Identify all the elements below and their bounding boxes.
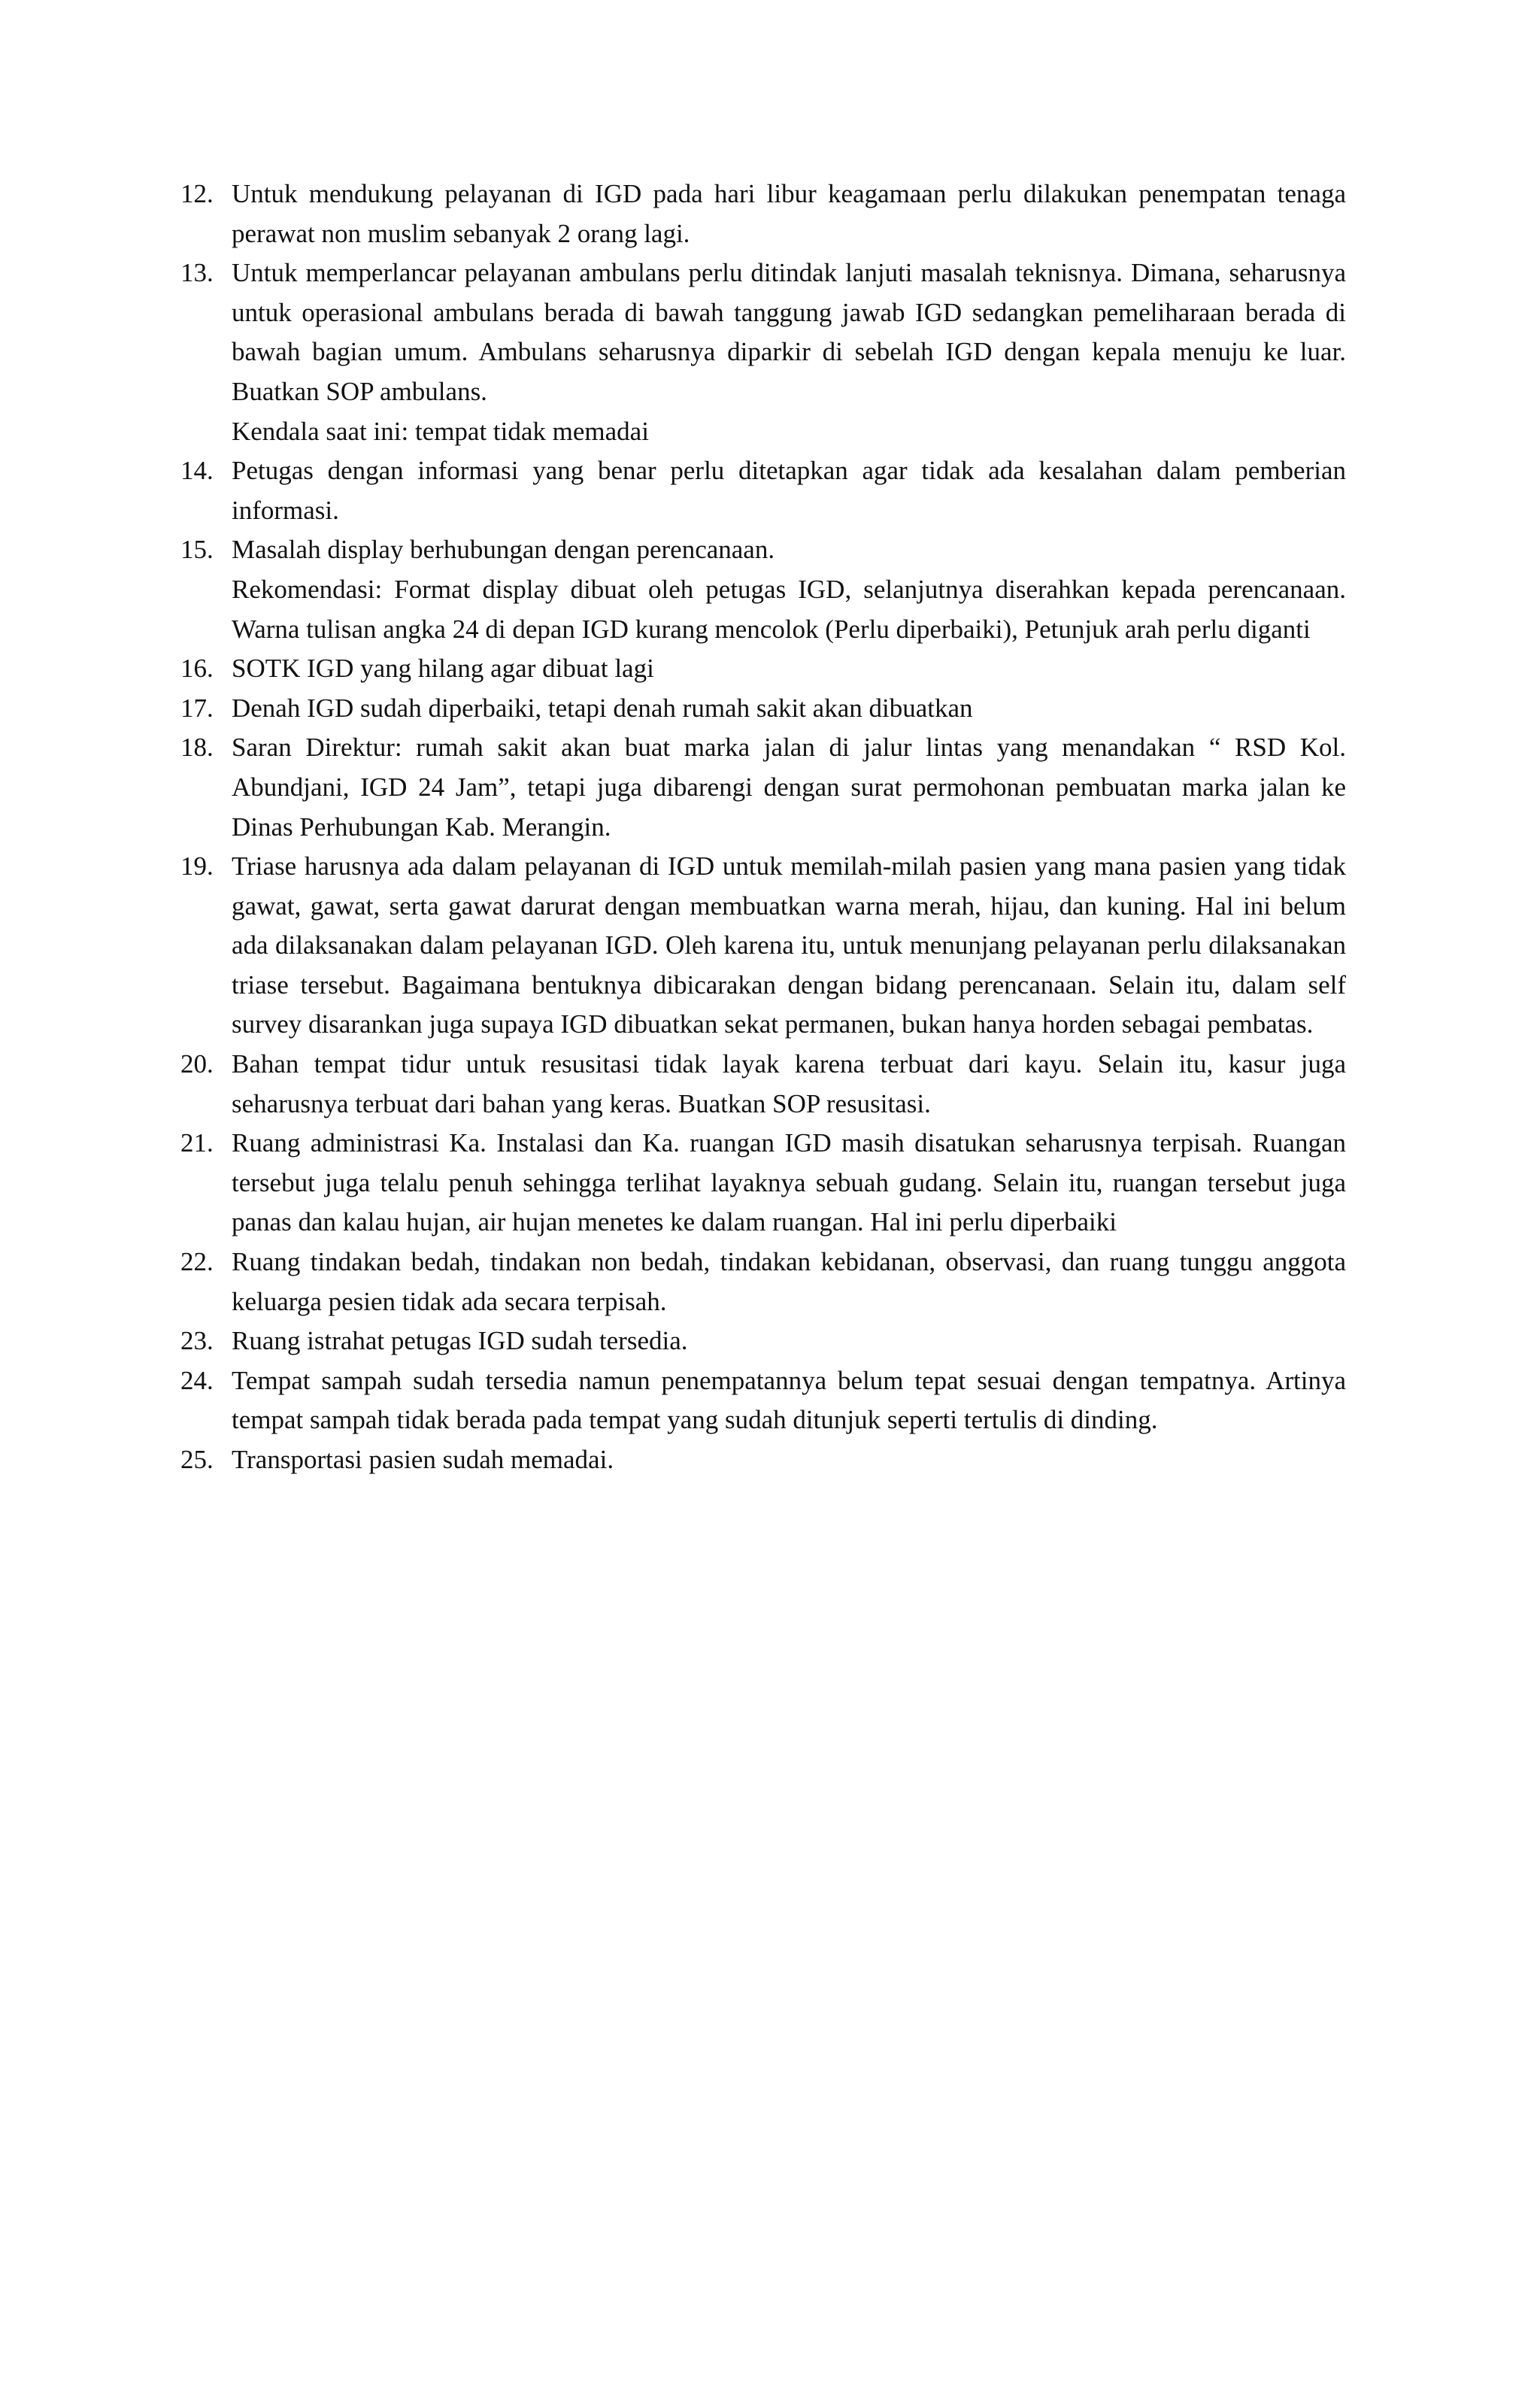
list-item (180, 1440, 1346, 1480)
list-item-text: Denah IGD sudah diperbaiki, tetapi denah rumah sakit akan dibuatkan (232, 693, 973, 723)
list-item-text: Untuk memperlancar pelayanan ambulans perlu ditindak lanjuti masalah teknisnya. Dimana, seharusnya untuk operasional ambulans berada di bawah tanggung jawab IGD sedangkan pemeliharaan berada di bawah bagian umum. Ambulans seharusnya diparkir di sebelah IGD dengan kepala menuju ke luar. Buatkan SOP ambulans. (232, 258, 1346, 406)
list-item-number: 19. (180, 851, 214, 881)
list-item-text: Triase harusnya ada dalam pelayanan di IGD untuk memilah-milah pasien yang mana pasien yang tidak gawat, gawat, serta gawat darurat dengan membuatkan warna merah, hijau, dan kuning. Hal ini belum ada dilaksanakan dalam pelayanan IGD. Oleh karena itu, untuk menunjang pelayanan perlu dilaksanakan triase tersebut. Bagaimana bentuknya dibicarakan dengan bidang perencanaan. Selain itu, dalam self survey disarankan juga supaya IGD dibuatkan sekat permanen, bukan hanya horden sebagai pembatas. (232, 851, 1346, 1039)
list-item (180, 847, 1346, 1045)
list-item (180, 1361, 1346, 1440)
list-item-number: 21. (180, 1128, 214, 1158)
list-item-number: 13. (180, 258, 214, 288)
list-item-text: Saran Direktur: rumah sakit akan buat marka jalan di jalur lintas yang menandakan “ RSD Kol. Abundjani, IGD 24 Jam”, tetapi juga dibarengi dengan surat permohonan pembuatan marka jalan ke Dinas Perhubungan Kab. Merangin. (232, 733, 1346, 842)
list-item (180, 1124, 1346, 1243)
list-item-number: 25. (180, 1445, 214, 1474)
list-item-text: Tempat sampah sudah tersedia namun penempatannya belum tepat sesuai dengan tempatnya. Artinya tempat sampah tidak berada pada tempat yang sudah ditunjuk seperti tertulis di dinding. (232, 1365, 1346, 1435)
list-item-text: Petugas dengan informasi yang benar perlu ditetapkan agar tidak ada kesalahan dalam pemberian informasi. (232, 456, 1346, 525)
list-item-number: 23. (180, 1326, 214, 1356)
list-item (180, 1321, 1346, 1361)
list-item (180, 174, 1346, 253)
list-item-number: 18. (180, 733, 214, 763)
list-item-number: 22. (180, 1247, 214, 1277)
list-item (180, 728, 1346, 847)
list-item-number: 12. (180, 179, 214, 208)
list-item-number: 20. (180, 1049, 214, 1079)
list-item-text: Rekomendasi: Format display dibuat oleh petugas IGD, selanjutnya diserahkan kepada perencanaan. Warna tulisan angka 24 di depan IGD kurang mencolok (Perlu diperbaiki), Petunjuk arah perlu diganti (232, 574, 1346, 644)
list-item-text: Ruang tindakan bedah, tindakan non bedah, tindakan kebidanan, observasi, dan ruang tunggu anggota keluarga pesien tidak ada secara terpisah. (232, 1247, 1346, 1316)
list-item-text: Bahan tempat tidur untuk resusitasi tidak layak karena terbuat dari kayu. Selain itu, kasur juga seharusnya terbuat dari bahan yang keras. Buatkan SOP resusitasi. (232, 1049, 1346, 1118)
list-item (180, 649, 1346, 689)
list-item (180, 1243, 1346, 1321)
list-item-number: 14. (180, 456, 214, 486)
list-item (180, 253, 1346, 451)
list-item (180, 1045, 1346, 1124)
list-item-text: Kendala saat ini: tempat tidak memadai (232, 416, 649, 446)
list-item-number: 16. (180, 654, 214, 684)
list-item-number: 24. (180, 1365, 214, 1395)
list-item-text: Ruang istrahat petugas IGD sudah tersedia. (232, 1326, 688, 1356)
list-item-text: Ruang administrasi Ka. Instalasi dan Ka. ruangan IGD masih disatukan seharusnya terpisah. Ruangan tersebut juga telalu penuh sehingga terlihat layaknya sebuah gudang. Selain itu, ruangan tersebut juga panas dan kalau hujan, air hujan menetes ke dalam ruangan. Hal ini perlu diperbaiki (232, 1128, 1346, 1237)
list-item-number: 17. (180, 693, 214, 723)
numbered-list (180, 174, 1346, 1480)
list-item-text: Transportasi pasien sudah memadai. (232, 1445, 614, 1474)
list-item (180, 530, 1346, 649)
list-item-text: Masalah display berhubungan dengan perencanaan. (232, 535, 775, 565)
list-item-number: 15. (180, 535, 214, 565)
list-item (180, 689, 1346, 729)
list-item-text: SOTK IGD yang hilang agar dibuat lagi (232, 654, 654, 684)
list-item (180, 451, 1346, 530)
list-item-text: Untuk mendukung pelayanan di IGD pada hari libur keagamaan perlu dilakukan penempatan tenaga perawat non muslim sebanyak 2 orang lagi. (232, 179, 1346, 248)
